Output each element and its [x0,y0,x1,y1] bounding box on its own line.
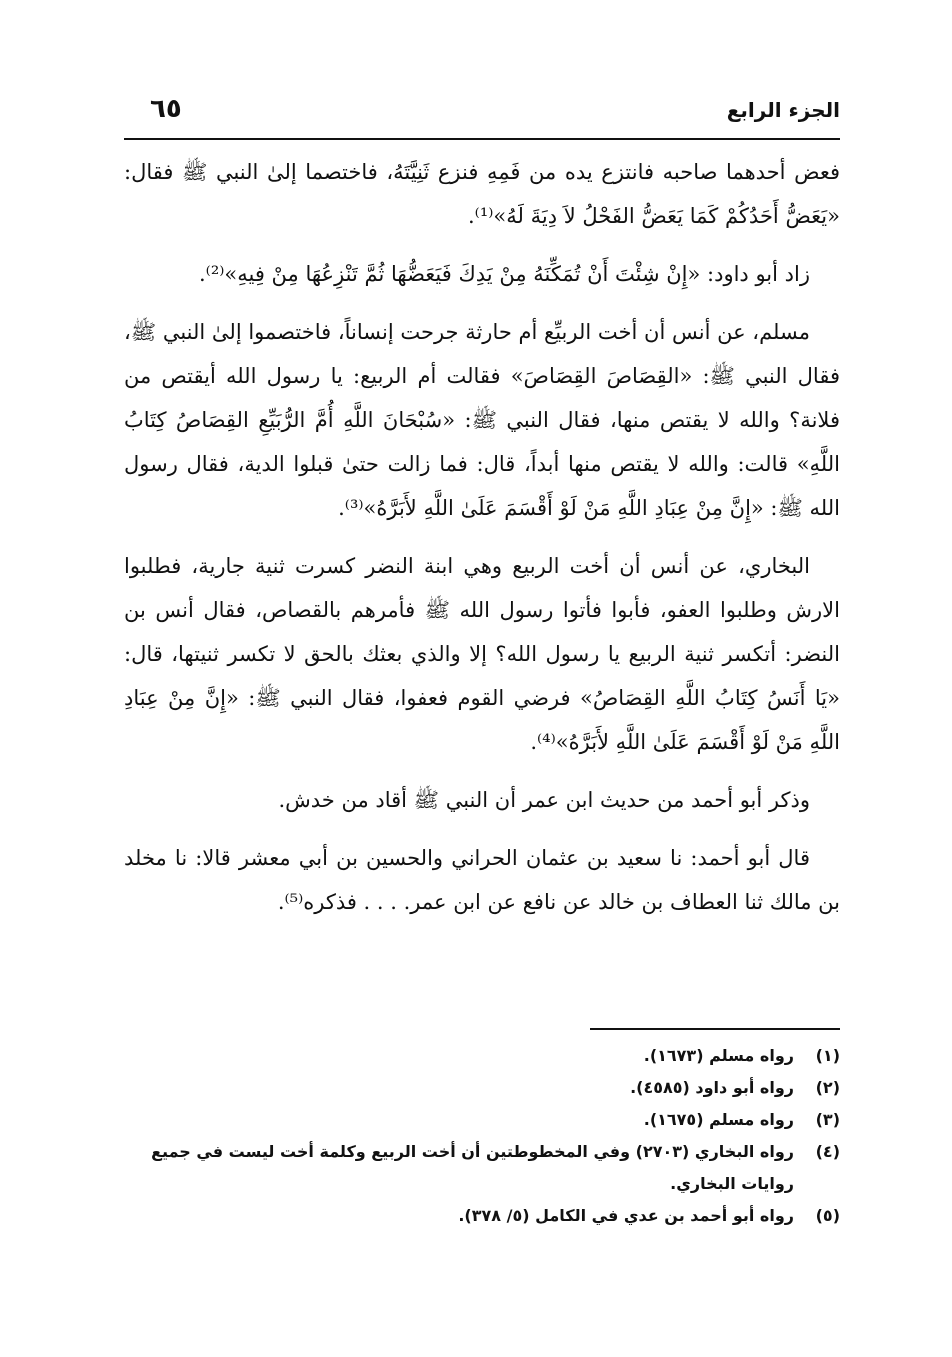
header-rule [124,138,840,140]
footnote-text: رواه مسلم (١٦٧٥). [643,1110,794,1129]
footnote-1 [124,1040,840,1072]
footnote-number: (٤) [815,1142,840,1161]
page-header [120,92,840,132]
running-title: الجزء الرابع [726,98,840,122]
paragraph-6: قال أبو أحمد: نا سعيد بن عثمان الحراني والحسين بن أبي معشر قالا: نا مخلد بن مالك ثنا العطاف بن خالد عن نافع عن ابن عمر. . . . فذكره⁽⁵⁾. [124,846,840,914]
footnote-text: رواه مسلم (١٦٧٣). [643,1046,794,1065]
page-number: ٦٥ [150,94,182,124]
paragraph-1: فعض أحدهما صاحبه فانتزع يده من فَمِهِ فنزع ثَنِيَّتَهُ، فاختصما إلىٰ النبي ﷺ فقال: «يَعَضُّ أَحَدُكُمْ كَمَا يَعَضُّ الفَحْلُ لاَ دِيَةَ لَهُ»⁽¹⁾. [124,160,840,228]
footnote-number: (٢) [815,1078,840,1097]
footnote-text: رواه أبو أحمد بن عدي في الكامل (٥/ ٣٧٨). [458,1206,794,1225]
footnote-number: (٣) [815,1110,840,1129]
paragraph-3: مسلم، عن أنس أن أخت الربيِّع أم حارثة جرحت إنساناً، فاختصموا إلىٰ النبي ﷺ، فقال النبي ﷺ: «القِصَاصَ القِصَاصَ» فقالت أم الربيع: يا رسول الله أيقتص من فلانة؟ والله لا يقتص منها، فقال النبي ﷺ: «سُبْحَانَ اللَّهِ أُمَّ الرُّبَيِّعِ القِصَاصُ كِتَابُ اللَّهِ» قالت: والله لا يقتص منها أبداً، قال: فما زالت حتىٰ قبلوا الدية، فقال رسول الله ﷺ: «إِنَّ مِنْ عِبَادِ اللَّهِ مَنْ لَوْ أَقْسَمَ عَلَىٰ اللَّهِ لأَبَرَّهُ»⁽³⁾. [124,320,840,520]
main-text [124,150,840,938]
footnote-4 [124,1136,840,1200]
paragraph-2: زاد أبو داود: «إِنْ شِئْتَ أَنْ تُمَكِّنَهُ مِنْ يَدِكَ فَيَعَضُّهَا ثُمَّ تَنْزِعُهَا مِنْ فِيهِ»⁽²⁾. [198,262,810,286]
footnote-rule [590,1028,840,1030]
footnote-3 [124,1104,840,1136]
footnote-number: (٥) [815,1206,840,1225]
footnote-text: رواه أبو داود (٤٥٨٥). [630,1078,794,1097]
footnote-number: (١) [815,1046,840,1065]
footnote-text: رواه البخاري (٢٧٠٣) وفي المخطوطتين أن أخت الربيع وكلمة أخت ليست في جميع روايات البخاري. [151,1142,794,1193]
footnotes [124,1040,840,1232]
footnote-5 [124,1200,840,1232]
paragraph-5: وذكر أبو أحمد من حديث ابن عمر أن النبي ﷺ أقاد من خدش. [278,788,810,812]
footnote-2 [124,1072,840,1104]
paragraph-4: البخاري، عن أنس أن أخت الربيع وهي ابنة النضر كسرت ثنية جارية، فطلبوا الارش وطلبوا العفو، فأبوا فأتوا رسول الله ﷺ فأمرهم بالقصاص، فقال أنس بن النضر: أتكسر ثنية الربيع يا رسول الله؟ إلا والذي بعثك بالحق لا تكسر ثنيتها، قال: «يَا أَنَسُ كِتَابُ اللَّهِ القِصَاصُ» فرضي القوم فعفوا، فقال النبي ﷺ: «إِنَّ مِنْ عِبَادِ اللَّهِ مَنْ لَوْ أَقْسَمَ عَلَىٰ اللَّهِ لأَبَرَّهُ»⁽⁴⁾. [124,554,840,754]
